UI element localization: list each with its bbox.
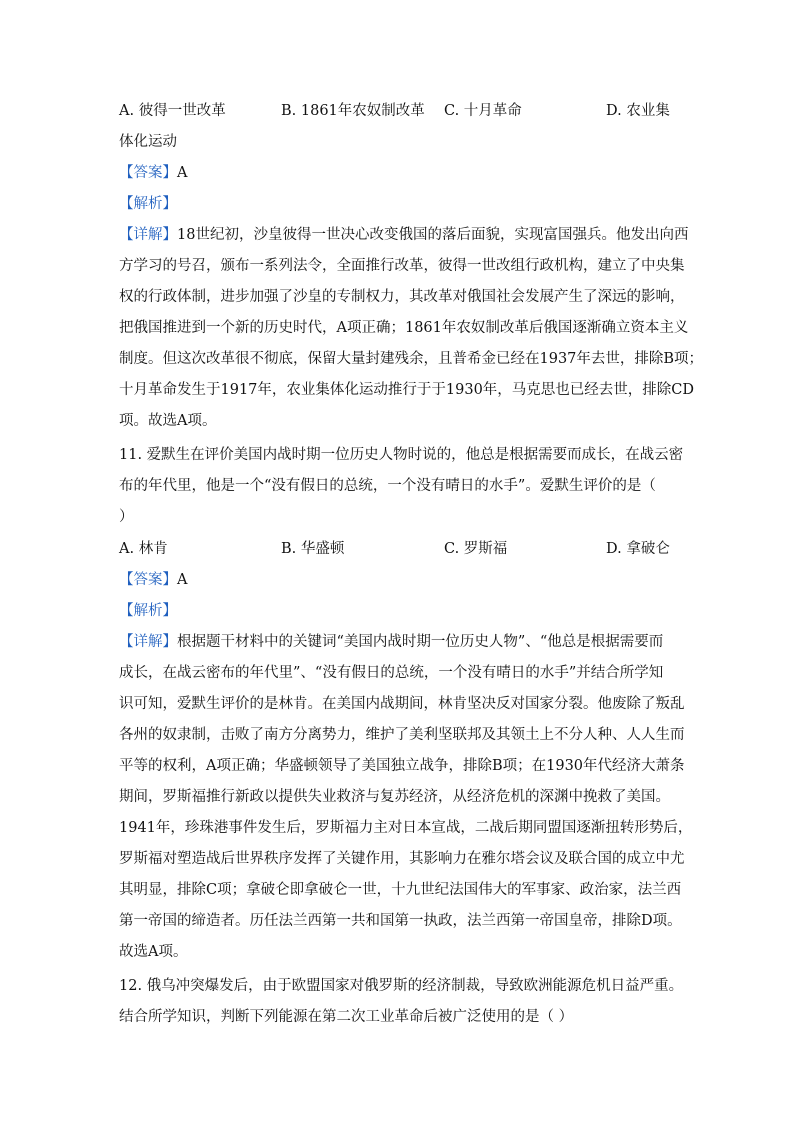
detail-tag: 【详解】 bbox=[119, 634, 177, 650]
q11-detail-line-4: 各州的奴隶制，击败了南方分离势力，维护了美利坚联邦及其领土上不分人种、人人生而 bbox=[119, 727, 685, 743]
detail-tag: 【详解】 bbox=[119, 227, 177, 243]
q11-option-d: D. 拿破仑 bbox=[606, 541, 670, 557]
q11-detail-line-6: 期间，罗斯福推行新政以提供失业救济与复苏经济，从经济危机的深渊中挽救了美国。 bbox=[119, 789, 670, 805]
q11-detail-line-7: 1941年，珍珠港事件发生后，罗斯福力主对日本宣战，二战后期同盟国逐渐扭转形势后， bbox=[119, 820, 693, 836]
q10-option-d: D. 农业集 bbox=[606, 103, 670, 119]
q11-stem-line-2: 布的年代里，他是一个“没有假日的总统，一个没有晴日的水手”。爱默生评价的是（ bbox=[119, 478, 656, 494]
q11-detail-line-1 bbox=[119, 632, 663, 652]
q10-option-c: C. 十月革命 bbox=[444, 103, 522, 119]
q11-option-b: B. 华盛顿 bbox=[281, 541, 345, 557]
q10-detail-line-3: 权的行政体制，进步加强了沙皇的专制权力，其改革对俄国社会发展产生了深远的影响， bbox=[119, 289, 685, 305]
answer-tag: 【答案】 bbox=[119, 572, 177, 588]
detail-text: 18世纪初，沙皇彼得一世决心改变俄国的落后面貌，实现富国强兵。他发出向西 bbox=[177, 227, 689, 243]
q10-detail-line-1 bbox=[119, 225, 688, 245]
q11-option-a: A. 林肯 bbox=[119, 541, 168, 557]
answer-value: A bbox=[177, 572, 188, 588]
q10-answer-line bbox=[119, 163, 187, 183]
q11-detail-line-11: 故选A项。 bbox=[119, 944, 188, 960]
q11-answer-line bbox=[119, 570, 187, 590]
q10-option-b: B. 1861年农奴制改革 bbox=[281, 103, 425, 119]
q12-stem-line-1: 12. 俄乌冲突爆发后，由于欧盟国家对俄罗斯的经济制裁，导致欧洲能源危机日益严重。 bbox=[119, 978, 684, 994]
q10-analysis-tag: 【解析】 bbox=[119, 196, 177, 212]
q10-detail-line-2: 方学习的号召，颁布一系列法令，全面推行改革，彼得一世改组行政机构，建立了中央集 bbox=[119, 258, 685, 274]
q10-option-a: A. 彼得一世改革 bbox=[119, 103, 226, 119]
q10-detail-line-4: 把俄国推进到一个新的历史时代，A项正确；1861年农奴制改革后俄国逐渐确立资本主义 bbox=[119, 320, 689, 336]
q10-detail-line-7: 项。故选A项。 bbox=[119, 413, 217, 429]
q11-analysis-tag: 【解析】 bbox=[119, 603, 177, 619]
q11-detail-line-3: 识可知，爱默生评价的是林肯。在美国内战期间，林肯坚决反对国家分裂。他废除了叛乱 bbox=[119, 696, 685, 712]
q11-option-c: C. 罗斯福 bbox=[444, 541, 508, 557]
q10-option-d-continued: 体化运动 bbox=[119, 134, 177, 150]
q11-stem-line-3: ） bbox=[119, 509, 134, 525]
q11-detail-line-8: 罗斯福对塑造战后世界秩序发挥了关键作用，其影响力在雅尔塔会议及联合国的成立中尤 bbox=[119, 851, 685, 867]
q12-stem-line-2: 结合所学知识，判断下列能源在第二次工业革命后被广泛使用的是（ ） bbox=[119, 1009, 574, 1025]
answer-value: A bbox=[177, 165, 188, 181]
q11-detail-line-2: 成长，在战云密布的年代里”、“没有假日的总统，一个没有晴日的水手”并结合所学知 bbox=[119, 665, 664, 681]
answer-tag: 【答案】 bbox=[119, 165, 177, 181]
detail-text: 根据题干材料中的关键词“美国内战时期一位历史人物”、“他总是根据需要而 bbox=[177, 634, 664, 650]
q11-detail-line-10: 第一帝国的缔造者。历任法兰西第一共和国第一执政，法兰西第一帝国皇帝，排除D项。 bbox=[119, 913, 682, 929]
q10-detail-line-6: 十月革命发生于1917年，农业集体化运动推行于于1930年，马克思也已经去世，排除CD bbox=[119, 382, 695, 398]
q11-stem-line-1: 11. 爱默生在评价美国内战时期一位历史人物时说的，他总是根据需要而成长，在战云密 bbox=[119, 447, 684, 463]
q10-detail-line-5: 制度。但这次改革很不彻底，保留大量封建残余，且普希金已经在1937年去世，排除B项； bbox=[119, 351, 704, 367]
q11-detail-line-5: 平等的权利，A项正确；华盛顿领导了美国独立战争，排除B项；在1930年代经济大萧条 bbox=[119, 758, 685, 774]
q11-detail-line-9: 其明显，排除C项；拿破仑即拿破仑一世，十九世纪法国伟大的军事家、政治家，法兰西 bbox=[119, 882, 682, 898]
